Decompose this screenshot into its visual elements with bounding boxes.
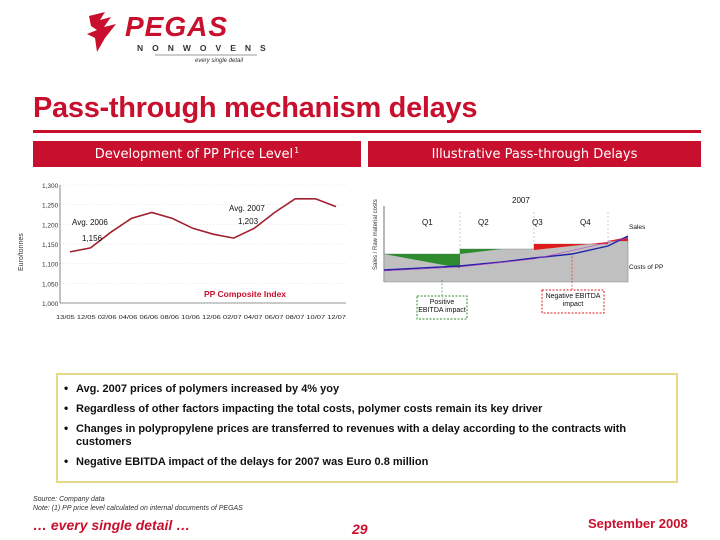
y-axis-label: Euro/tonnes (18, 233, 25, 271)
costs-label: Costs of PP (629, 264, 664, 271)
y-tick-label: 1,250 (42, 202, 59, 210)
diagram-year: 2007 (512, 196, 530, 205)
negative-callout-label: Negative EBITDA impact (545, 293, 601, 308)
y-tick-label: 1,100 (42, 261, 59, 269)
q3-label: Q3 (532, 218, 543, 227)
title-rule (33, 130, 701, 133)
diagram-ylabel: Sales / Raw material costs (373, 199, 379, 270)
bullet-item: • Changes in polypropylene prices are transferred to revenues with a delay according to the contracts with customers (64, 423, 666, 449)
note-line: Note: (1) PP price level calculated on internal documents of PEGAS (33, 505, 243, 512)
band-pp-price-label: Development of PP Price Level (94, 146, 294, 162)
q1-label: Q1 (422, 218, 433, 227)
slide-title: Pass-through mechanism delays (33, 92, 478, 124)
avg-2007-label: Avg. 2007 (229, 204, 265, 213)
bullet-item: • Avg. 2007 prices of polymers increased by 4% yoy (64, 383, 666, 396)
avg-2006-value: 1,156 (82, 234, 103, 243)
avg-2006-label: Avg. 2006 (72, 218, 108, 227)
pp-price-chart (14, 175, 354, 325)
sales-label: Sales (629, 224, 646, 231)
q4-label: Q4 (580, 218, 591, 227)
pp-index-label: PP Composite Index (204, 289, 287, 299)
source-notes (33, 495, 243, 513)
y-tick-label: 1,050 (42, 281, 59, 289)
avg-2007-value: 1,203 (238, 217, 259, 226)
footer-date: September 2008 (588, 516, 688, 531)
pp-index-line (70, 199, 336, 252)
y-tick-label: 1,300 (42, 183, 59, 190)
pass-through-diagram (362, 192, 702, 332)
page-number: 29 (352, 521, 368, 537)
y-tick-label: 1,200 (42, 222, 59, 230)
band-pass-through (368, 141, 701, 167)
footnote-marker: 1 (294, 145, 300, 155)
y-tick-label: 1,000 (42, 301, 59, 308)
pegas-logo (85, 8, 285, 64)
footer-tagline: … every single detail … (33, 517, 191, 533)
logo-sub: NONWOVENS (137, 43, 275, 53)
source-line: Source: Company data (33, 496, 105, 503)
x-tick-labels: 13/05 12/05 02/06 04/06 06/06 08/06 10/06 12/06 02/07 04/07 06/07 08/07 10/07 12/07 (56, 315, 346, 321)
key-points-box (56, 373, 678, 483)
logo-brand: PEGAS (125, 11, 229, 42)
positive-callout-label: Positive EBITDA impact (418, 299, 466, 314)
band-pp-price (33, 141, 361, 167)
q2-label: Q2 (478, 218, 489, 227)
bullet-item: • Regardless of other factors impacting the total costs, polymer costs remain its key driver (64, 403, 666, 416)
bullet-item: • Negative EBITDA impact of the delays for 2007 was Euro 0.8 million (64, 456, 666, 469)
y-tick-label: 1,150 (42, 242, 59, 249)
logo-tagline: every single detail (195, 58, 244, 64)
band-pass-through-label: Illustrative Pass-through Delays (431, 146, 638, 162)
